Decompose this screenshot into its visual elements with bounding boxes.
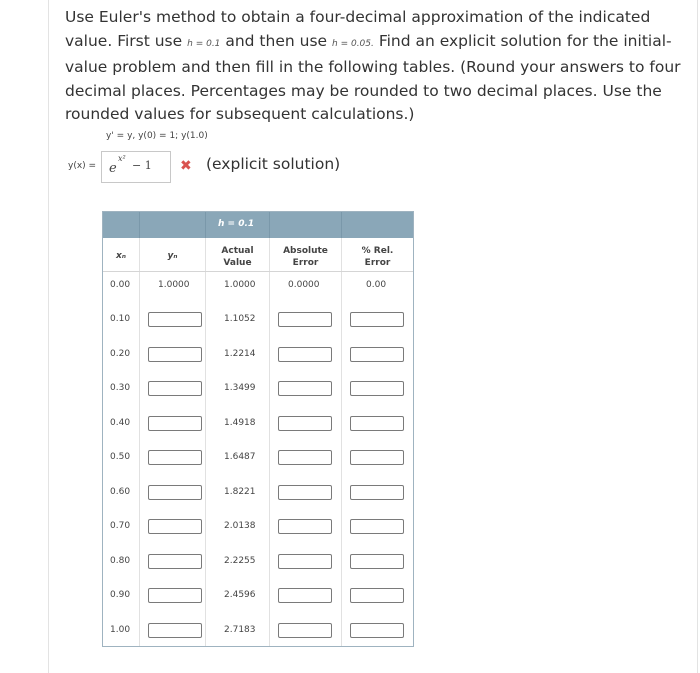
row-10-xn: 1.00: [110, 625, 131, 635]
row-8-rel-error-input[interactable]: [350, 554, 404, 569]
row-3-xn: 0.30: [110, 383, 131, 393]
row-1-yn-input[interactable]: [148, 312, 202, 327]
row-7-actual-value: 2.0138: [224, 521, 256, 531]
row-4-actual-value: 1.4918: [224, 418, 256, 428]
table-title-band: [103, 212, 413, 238]
row-1-actual-value: 1.1052: [224, 314, 256, 324]
row-1-xn: 0.10: [110, 314, 131, 324]
row-2-yn-input[interactable]: [148, 347, 202, 362]
row-6-xn: 0.60: [110, 487, 131, 497]
solution-exponent: x²: [118, 154, 126, 163]
row-7-xn: 0.70: [110, 521, 131, 531]
row-1-rel-error-input[interactable]: [350, 312, 404, 327]
ode-statement: y' = y, y(0) = 1; y(1.0): [106, 131, 208, 141]
row-8-yn-input[interactable]: [148, 554, 202, 569]
row-1-absolute-error-input[interactable]: [278, 312, 332, 327]
row-10-rel-error-input[interactable]: [350, 623, 404, 638]
table-title: h = 0.1: [218, 219, 255, 229]
row-9-xn: 0.90: [110, 590, 131, 600]
row-5-actual-value: 1.6487: [224, 452, 256, 462]
row-10-actual-value: 2.7183: [224, 625, 256, 635]
row-8-xn: 0.80: [110, 556, 131, 566]
euler-table: [102, 211, 414, 647]
row-6-yn-input[interactable]: [148, 485, 202, 500]
row-10-absolute-error-input[interactable]: [278, 623, 332, 638]
problem-text-1: Use Euler's method to obtain a four-decimal approximation of the indicated value. First use: [65, 8, 651, 50]
header-xn: xₙ: [116, 251, 126, 261]
row-5-rel-error-input[interactable]: [350, 450, 404, 465]
row-10-yn-input[interactable]: [148, 623, 202, 638]
header-absolute-error: Absolute Error: [283, 246, 328, 268]
row-6-rel-error-input[interactable]: [350, 485, 404, 500]
row-4-yn-input[interactable]: [148, 416, 202, 431]
header-rel-error: % Rel. Error: [361, 246, 394, 268]
problem-text-3: Find an explicit solution for the initial-value problem and then fill in the following tables. (Round your answers to four decimal places. Percentages may be rounded to two decimal places. Use the rounded values for subsequent calculations.): [65, 31, 681, 123]
row-3-actual-value: 1.3499: [224, 383, 256, 393]
row-4-xn: 0.40: [110, 418, 131, 428]
row-0-absolute-error: 0.0000: [288, 280, 320, 290]
solution-tail: − 1: [132, 159, 152, 172]
row-6-absolute-error-input[interactable]: [278, 485, 332, 500]
row-0-rel-error: 0.00: [366, 280, 387, 290]
row-7-yn-input[interactable]: [148, 519, 202, 534]
row-9-yn-input[interactable]: [148, 588, 202, 603]
row-8-absolute-error-input[interactable]: [278, 554, 332, 569]
explicit-solution-note: (explicit solution): [206, 155, 341, 173]
row-2-absolute-error-input[interactable]: [278, 347, 332, 362]
row-3-absolute-error-input[interactable]: [278, 381, 332, 396]
solution-base: e: [109, 161, 117, 176]
row-2-xn: 0.20: [110, 349, 131, 359]
row-4-rel-error-input[interactable]: [350, 416, 404, 431]
row-7-rel-error-input[interactable]: [350, 519, 404, 534]
incorrect-icon: ✖: [180, 158, 192, 174]
step-size-2: h = 0.05.: [332, 38, 374, 49]
row-9-absolute-error-input[interactable]: [278, 588, 332, 603]
header-yn: yₙ: [167, 251, 178, 261]
explicit-solution-input[interactable]: [101, 151, 171, 183]
row-0-actual-value: 1.0000: [224, 280, 256, 290]
row-3-yn-input[interactable]: [148, 381, 202, 396]
problem-statement: [65, 6, 685, 127]
row-8-actual-value: 2.2255: [224, 556, 256, 566]
row-2-rel-error-input[interactable]: [350, 347, 404, 362]
row-3-rel-error-input[interactable]: [350, 381, 404, 396]
row-2-actual-value: 1.2214: [224, 349, 256, 359]
row-9-actual-value: 2.4596: [224, 590, 256, 600]
row-7-absolute-error-input[interactable]: [278, 519, 332, 534]
solution-label: y(x) =: [68, 161, 97, 171]
row-5-xn: 0.50: [110, 452, 131, 462]
row-5-yn-input[interactable]: [148, 450, 202, 465]
problem-text-2: and then use: [225, 31, 328, 50]
row-0-xn: 0.00: [110, 280, 131, 290]
row-0-yn: 1.0000: [158, 280, 190, 290]
row-6-actual-value: 1.8221: [224, 487, 256, 497]
row-9-rel-error-input[interactable]: [350, 588, 404, 603]
row-4-absolute-error-input[interactable]: [278, 416, 332, 431]
header-actual-value: Actual Value: [221, 246, 254, 268]
step-size-1: h = 0.1: [187, 38, 221, 49]
row-5-absolute-error-input[interactable]: [278, 450, 332, 465]
